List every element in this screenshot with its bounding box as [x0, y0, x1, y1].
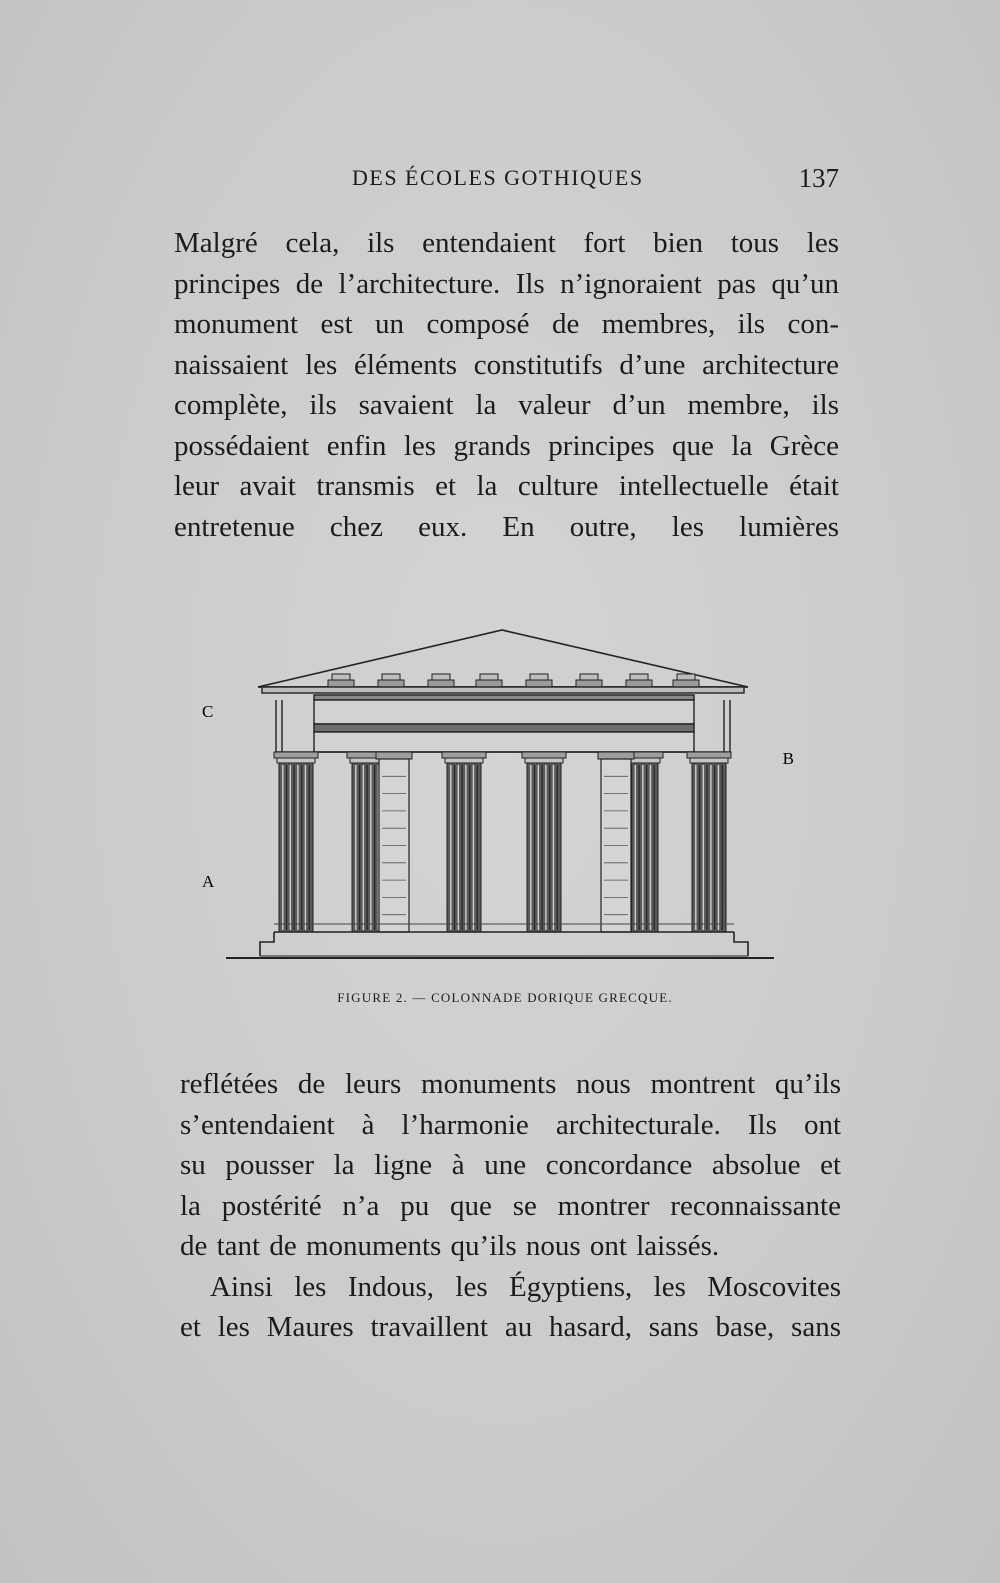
text-line: su pousser la ligne à une concordance absolue et: [180, 1149, 841, 1181]
square-pier: [598, 752, 634, 932]
label-b: B: [782, 749, 794, 768]
figure-caption: FIGURE 2. — COLONNADE DORIQUE GRECQUE.: [337, 990, 673, 1005]
antefix-ornament: [673, 674, 699, 687]
text-line: et les Maures travaillent au hasard, sans base, sans: [180, 1311, 841, 1343]
text-line: possédaient enfin les grands principes que la Grèce: [174, 429, 839, 462]
doric-column: [522, 752, 566, 932]
colonnade-figure: [196, 620, 796, 970]
antefix-ornament: [328, 674, 354, 687]
label-c: C: [202, 702, 214, 721]
antefix-ornament: [576, 674, 602, 687]
text-line: reflétées de leurs monuments nous montrent qu’ils: [180, 1068, 841, 1100]
text-line: principes de l’architecture. Ils n’ignoraient pas qu’un: [174, 267, 839, 300]
doric-column: [687, 752, 731, 932]
antefix-ornament: [526, 674, 552, 687]
paragraph-1: [174, 223, 839, 547]
text-line: s’entendaient à l’harmonie architecturale. Ils ont: [180, 1108, 841, 1141]
doric-column: [274, 752, 318, 932]
running-head: [174, 163, 839, 195]
text-line: Malgré cela, ils entendaient fort bien tous les: [174, 227, 839, 259]
text-line: leur avait transmis et la culture intellectuelle était: [174, 470, 839, 502]
doric-column: [442, 752, 486, 932]
stylobate: [226, 932, 774, 958]
antefix-ornament: [378, 674, 404, 687]
label-a: A: [202, 872, 215, 891]
text-line: monument est un composé de membres, ils con-: [174, 308, 839, 340]
text-line: de tant de monuments qu’ils nous ont laissés.: [180, 1230, 720, 1262]
antefix-ornament: [626, 674, 652, 687]
antefix-ornament: [428, 674, 454, 687]
columns: [274, 752, 734, 932]
antefix-ornament: [476, 674, 502, 687]
text-line: complète, ils savaient la valeur d’un membre, ils: [174, 389, 839, 421]
page-number: 137: [798, 163, 839, 193]
colonnade-drawing: [196, 620, 796, 970]
square-pier: [376, 752, 412, 932]
entablature: [262, 687, 744, 752]
text-line: la postérité n’a pu que se montrer reconnaissante: [180, 1189, 841, 1222]
text-line: Ainsi les Indous, les Égyptiens, les Moscovites: [210, 1270, 841, 1303]
running-title: DES ÉCOLES GOTHIQUES: [352, 165, 644, 190]
text-line: naissaient les éléments constitutifs d’une architecture: [174, 348, 839, 381]
text-line: entretenue chez eux. En outre, les lumières: [174, 510, 839, 543]
paragraph-2: [180, 1064, 841, 1348]
